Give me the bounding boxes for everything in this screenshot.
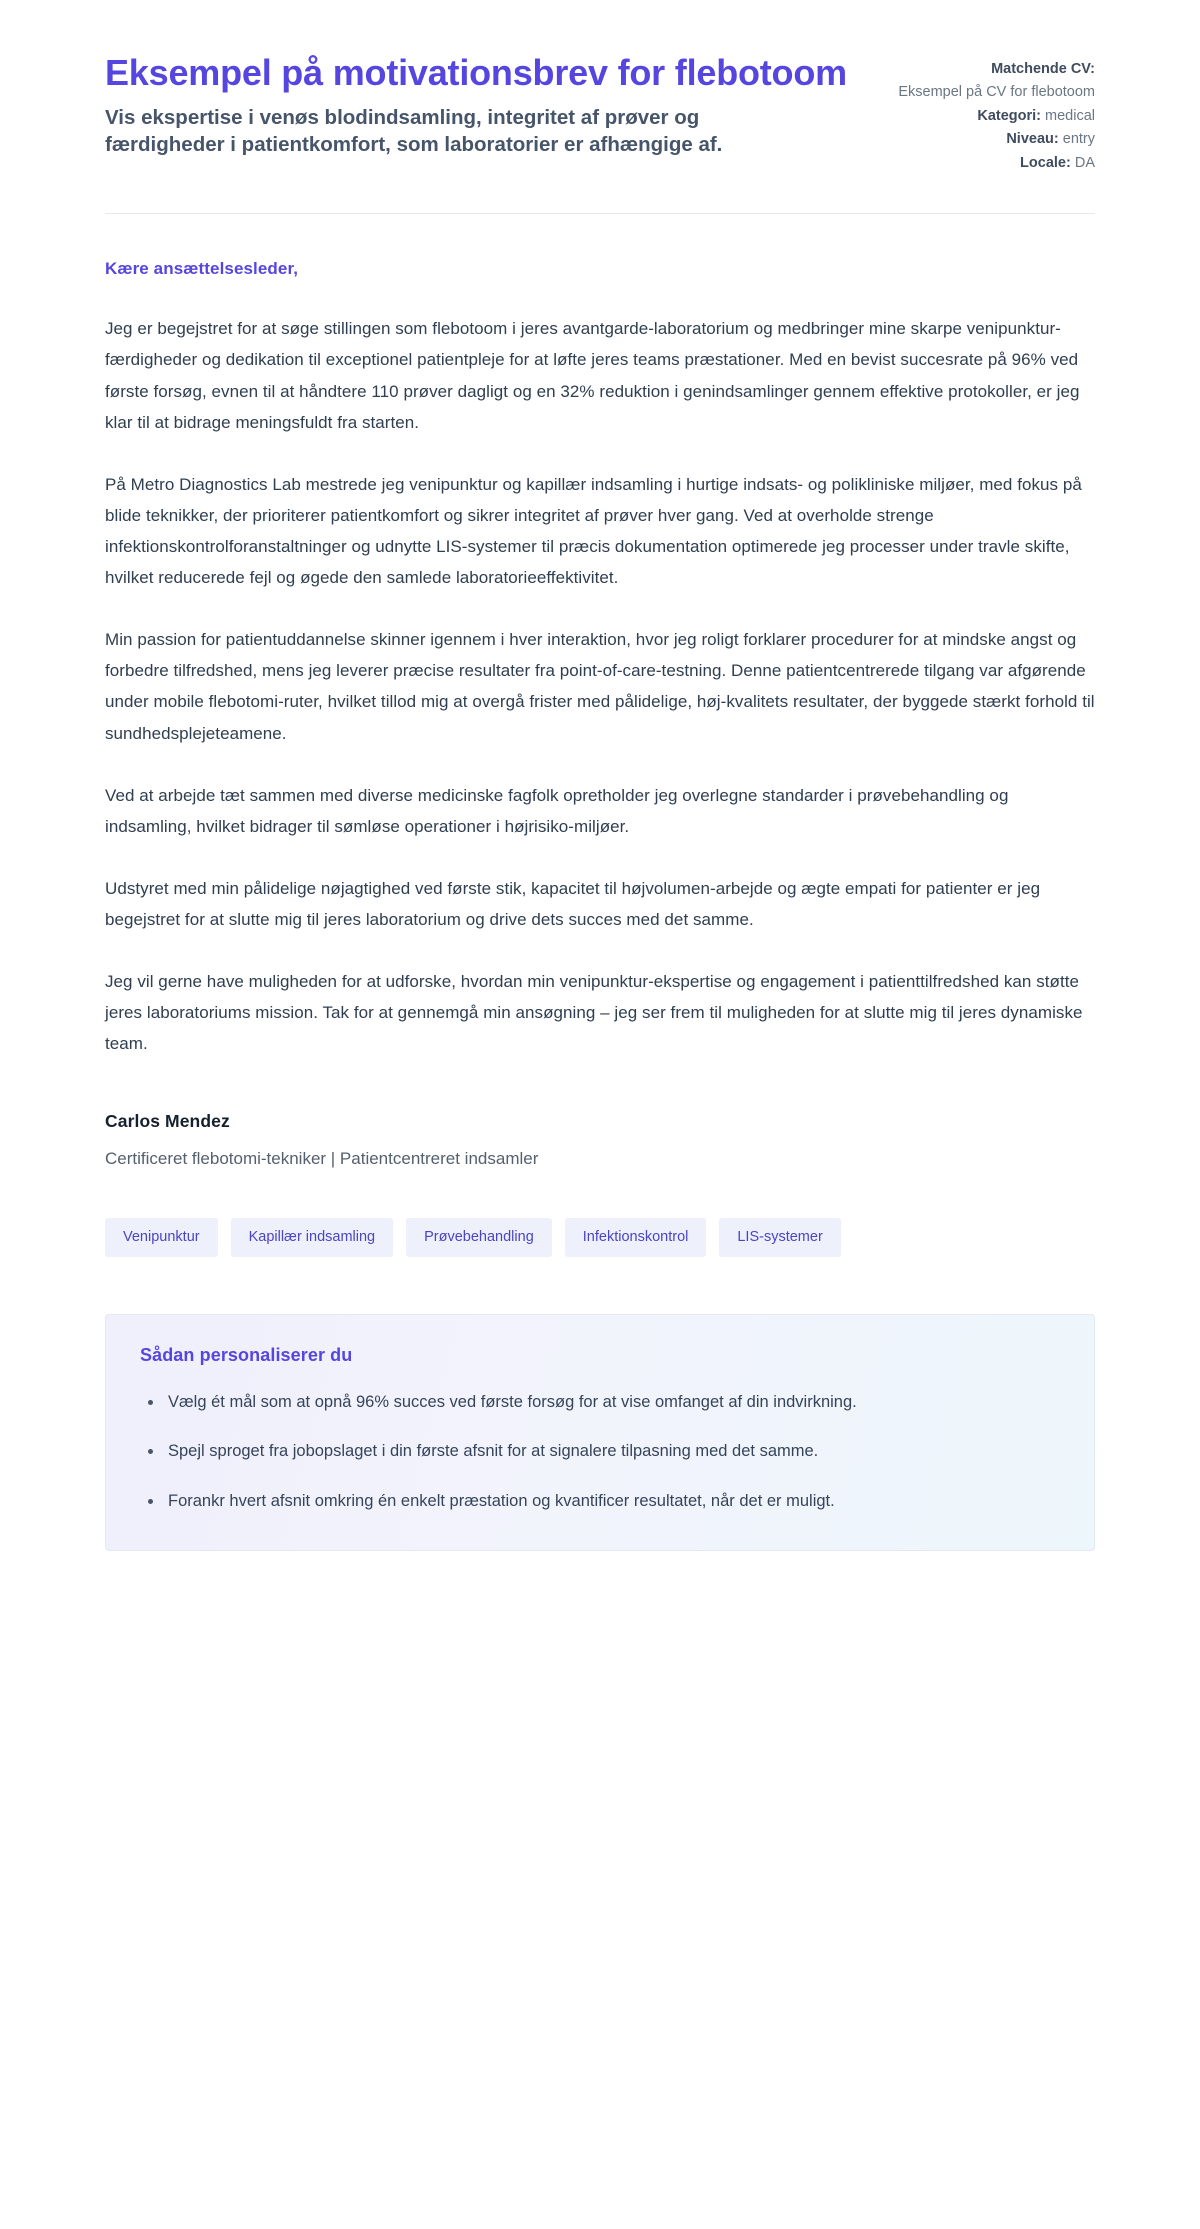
letter-paragraph: Min passion for patientuddannelse skinner igennem i hver interaktion, hvor jeg roligt forklarer procedurer for at mindske angst og forbedre tilfredshed, mens jeg leverer præcise resultater fra point-of-care-testning. Denne patientcentrerede tilgang var afgørende under mobile flebotomi-ruter, hvilket tillod mig at overgå frister med pålidelige, høj-kvalitets resultater, der byggede stærkt forhold til sundhedsplejeteamene. [105, 630, 1095, 743]
category-label: Kategori: [977, 107, 1041, 124]
signature-role: Certificeret flebotomi-tekniker | Patientcentreret indsamler [105, 1149, 539, 1169]
level-value: entry [1062, 131, 1095, 148]
letter-paragraph: Jeg vil gerne have muligheden for at udforske, hvordan min venipunktur-ekspertise og engagement i patienttilfredshed kan støtte jeres laboratoriums mission. Tak for at gennemgå min ansøgning – jeg ser frem til muligheden for at slutte mig til jeres dynamiske team. [105, 972, 1083, 1054]
document-header [105, 0, 1095, 175]
callout-tip-item: Vælg ét mål som at opnå 96% succes ved første forsøg for at vise omfanget af din indvirkning. [166, 1388, 1060, 1417]
skill-tag[interactable]: Venipunktur [105, 1218, 218, 1257]
skill-tag[interactable]: Prøvebehandling [406, 1218, 552, 1257]
signature-name: Carlos Mendez [105, 1111, 230, 1132]
header-title-block [105, 52, 850, 159]
matching-cv-label: Matchende CV: [991, 61, 1095, 77]
skill-tag[interactable]: LIS-systemer [719, 1218, 840, 1257]
letter-paragraph: Ved at arbejde tæt sammen med diverse medicinske fagfolk opretholder jeg overlegne standarder i prøvebehandling og indsamling, hvilket bidrager til sømløse operationer i højrisiko-miljøer. [105, 785, 1009, 836]
cover-letter-body [105, 214, 1095, 1059]
callout-title: Sådan personaliserer du [140, 1344, 353, 1365]
letter-paragraph: Jeg er begejstret for at søge stillingen som flebotoom i jeres avantgarde-laboratorium og medbringer mine skarpe venipunktur-færdigheder og dedikation til exceptionel patientpleje for at løfte jeres teams præstationer. Med en bevist succesrate på 96% ved første forsøg, evnen til at håndtere 110 prøver dagligt og en 32% reduktion i genindsamlinger gennem effektive protokoller, er jeg klar til at bidrage meningsfuldt fra starten. [105, 319, 1080, 432]
letter-paragraph: Udstyret med min pålidelige nøjagtighed ved første stik, kapacitet til højvolumen-arbejde og ægte empati for patienter er jeg begejstret for at slutte mig til jeres laboratorium og drive dets succes med det samme. [105, 878, 1041, 929]
letter-paragraph: På Metro Diagnostics Lab mestrede jeg venipunktur og kapillær indsamling i hurtige indsats- og polikliniske miljøer, med fokus på blide teknikker, der prioriterer patientkomfort og sikrer integritet af prøver hver gang. Ved at overholde strenge infektionskontrolforanstaltninger og udnytte LIS-systemer til præcis dokumentation optimerede jeg processer under travle skifte, hvilket reducerede fejl og øgede den samlede laboratorieeffektivitet. [105, 474, 1082, 588]
signature-block [105, 1059, 1095, 1169]
metadata-matching-cv [885, 58, 1095, 80]
personalization-callout [105, 1314, 1095, 1551]
callout-tip-item: Spejl sproget fra jobopslaget i din første afsnit for at signalere tilpasning med det samme. [166, 1437, 1060, 1466]
callout-tip-item: Forankr hvert afsnit omkring én enkelt præstation og kvantificer resultatet, når det er muligt. [166, 1487, 1060, 1516]
metadata-category [885, 105, 1095, 127]
letter-salutation: Kære ansættelsesleder, [105, 259, 299, 279]
locale-value: DA [1074, 154, 1095, 171]
skill-tag-list [105, 1169, 1095, 1257]
page-subtitle: Vis ekspertise i venøs blodindsamling, integritet af prøver og færdigheder i patientkomfort, som laboratorier er afhængige af. [105, 106, 723, 157]
locale-label: Locale: [1020, 154, 1071, 171]
skill-tag[interactable]: Kapillær indsamling [231, 1218, 394, 1257]
skill-tag[interactable]: Infektionskontrol [565, 1218, 707, 1257]
level-label: Niveau: [1006, 131, 1059, 148]
metadata-locale [885, 152, 1095, 174]
callout-tip-list [140, 1388, 1060, 1516]
metadata-matching-cv-value-row [885, 81, 1095, 103]
page-title: Eksempel på motivationsbrev for flebotoom [105, 52, 847, 93]
metadata-panel [885, 52, 1095, 175]
matching-cv-value[interactable]: Eksempel på CV for flebotoom [898, 84, 1095, 101]
category-value: medical [1045, 107, 1095, 124]
metadata-level [885, 128, 1095, 150]
